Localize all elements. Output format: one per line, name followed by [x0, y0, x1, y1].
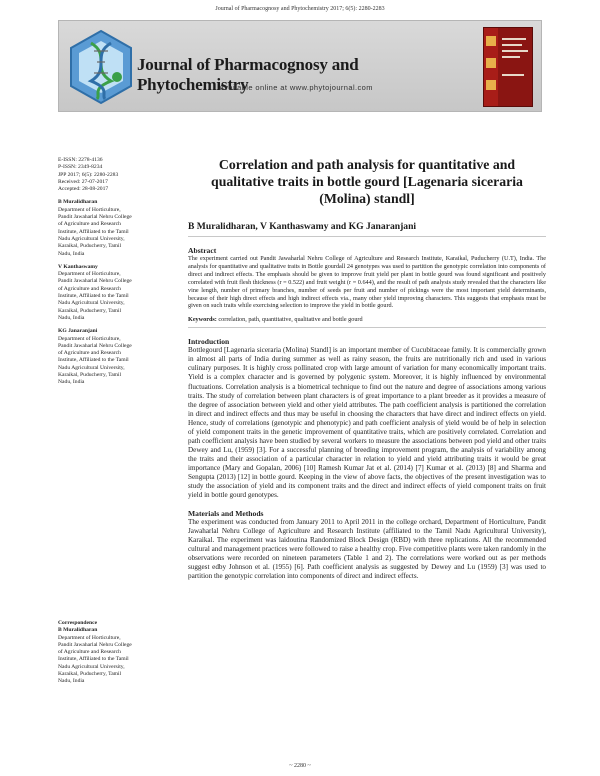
journal-banner	[58, 20, 542, 112]
affiliation-line: Nadu Agricultural University,	[58, 300, 125, 307]
publication-meta	[58, 157, 178, 193]
affiliation-line: Karaikal, Puducherry, Tamil	[58, 307, 122, 314]
divider	[188, 327, 546, 328]
methods-text: The experiment was conducted from January 2011 to April 2011 in the college orchard, Department of Horticulture, Pandit Jawaharlal Nehru College of Agriculture and Research Institute (affiliated to the Tamil Nadu Agricultural University), Karaikal. The experiment was laidoutina Randomized Block Design (RBD) with three replications. All the recommended cultural and management practices were followed to raise a healthy crop. Five competitive plants were taken randomly in the observations were recorded on nineteen parameters (Table 1 and 2). The correlations were worked out as per methods suggest edby Johnson et al. (1955) [6]. Path coefficient analysis as suggested by Dewey and Lu (1959) [3] was used to partition the genotypic correlation into components of direct and indirect effects.	[188, 518, 546, 581]
journal-url[interactable]: Available online at www.phytojournal.com	[219, 83, 373, 92]
article-sidebar	[58, 157, 178, 387]
article-main	[188, 156, 546, 581]
affiliation-line: Karaikal, Puducherry, Tamil	[58, 372, 122, 379]
affiliation-line: of Agriculture and Research	[58, 221, 121, 228]
keywords: Keywords: correlation, path, quantitative, qualitative and bottle gourd	[188, 316, 363, 324]
introduction-text: Bottlegourd [Lagenaria siceraria (Molina) Standl] is an important member of Cucubitaceae family. It is commercially grown in almost all parts of India during summer as well as rainy season, the fruits are nutritionally rich and used in various culinary purposes. It is highly cross pollinated crop with large amount of variation for many economically important traits. Yield is a complex character and is governed by polygenic system. Moreover, it is highly influenced by environmental fluctuations. Correlation analysis is a biometrical technique to find out the nature and degree of associations among various traits. The study of correlation between plant characters is of great importance to a plant breeder as it provides a measure of the degree of association between yield and other yield attributes. The path coefficient analysis is partitioned the correlation in direct and indirect effects and thus may be useful in choosing the characters that have direct and indirect effects on yield. Hence, study of correlations (genotypic and phenotypic) and path coefficient analysis of yield would be of help in selection of yield component traits in the genetic improvement of quantitative traits, which are positively correlated. Correlation and path coefficient analysis have been studied by several workers to measure the associations between pod yield and other traits Dewey and Lu, (1959) [3]. For a successful planning of breeding improvement program, the analysis of variability among the traits and their association of a particular character in relation to yield and yield attributing traits it would be great importance (Mary and Gopalan, 2006) [10] Ramesh Kumar Jat et al. (2014) [7] Kumar et al. (2013) [8] and Sharma and Sengupta (2013) [12] in bottle gourd. Keeping in the view of above facts, the objectives of the present investigation was to study the association of yield and its component traits and the direct and indirect effects of yield component traits on fruit yield in bottle gourd genotypes.	[188, 346, 546, 500]
divider	[188, 236, 546, 237]
affiliation-line: Pandit Jawaharlal Nehru College	[58, 342, 132, 349]
correspondence-block	[58, 620, 178, 686]
volume-info: JPP 2017; 6(5): 2280-2283	[58, 171, 119, 178]
correspondence-address	[58, 635, 178, 686]
affiliation-line: Nadu, India	[58, 314, 85, 321]
affiliation-line: Karaikal, Puducherry, Tamil	[58, 243, 122, 250]
affiliation-author-name: KG Janaranjani	[58, 328, 98, 335]
affiliation-line: Pandit Jawaharlal Nehru College	[58, 278, 132, 285]
correspondence-line: Nadu, India	[58, 678, 85, 685]
methods-heading: Materials and Methods	[188, 509, 264, 519]
abstract-text: The experiment carried out Pandit Jawaharlal Nehru College of Agriculture and Research Institute, Karaikal, Puducherry (U.T), India. The analysis for quantitative and qualitative traits in Bottle gourdall 24 genotypes was used to partition the genotypic correlation into components of direct and indirect effects. The emphasis should be given to improve fruit yield per plant in bottle gourd was found significant and positively correlated with fruit flesh thickness (r = 0.522) and fruit weight (r = 0.644), and the result of path analysis study revealed that the characters like vine length, number of primary branches, number of seeds per fruit and number of pickings were the most important yield determinants, because of their high direct effects and high indirect effects via., many other yield improving characters. This suggests that emphasis must be given on such traits while exercising selection to improve the yield in bottle gourd.	[188, 255, 546, 310]
affiliation-line: of Agriculture and Research	[58, 285, 121, 292]
affiliation-block	[58, 264, 178, 322]
journal-title: Journal of Pharmacognosy and Phytochemistry	[137, 55, 359, 94]
affiliation-line: Institute, Affiliated to the Tamil	[58, 228, 129, 235]
running-head: Journal of Pharmacognosy and Phytochemistry 2017; 6(5): 2280-2283	[215, 6, 385, 12]
dna-helix-logo	[67, 29, 135, 105]
affiliation-line: Nadu, India	[58, 379, 85, 386]
correspondence-label: Correspondence	[58, 620, 98, 626]
page-number: ~ 2280 ~	[289, 763, 311, 769]
p-issn: P-ISSN: 2349-8234	[58, 164, 103, 171]
accepted-date: Accepted: 28-08-2017	[58, 186, 109, 193]
correspondence-name: B Muralidharan	[58, 627, 98, 634]
correspondence-line: Institute, Affiliated to the Tamil	[58, 656, 129, 663]
affiliation-block	[58, 199, 178, 257]
journal-cover-thumbnail	[483, 27, 533, 107]
affiliation-line: Pandit Jawaharlal Nehru College	[58, 214, 132, 221]
author-list: B Muralidharan, V Kanthaswamy and KG Janaranjani	[188, 221, 417, 232]
affiliation-line: of Agriculture and Research	[58, 350, 121, 357]
affiliation-block	[58, 328, 178, 386]
article-title: Correlation and path analysis for quantitative and qualitative traits in bottle gourd [Lagenaria siceraria (Molina) standl]	[211, 157, 523, 206]
affiliation-line: Nadu Agricultural University,	[58, 364, 125, 371]
affiliation-line: Department of Horticulture,	[58, 271, 121, 278]
correspondence-line: Department of Horticulture,	[58, 634, 121, 641]
received-date: Received: 27-07-2017	[58, 178, 108, 185]
affiliation-line: Department of Horticulture,	[58, 335, 121, 342]
correspondence-line: Karaikal, Puducherry, Tamil	[58, 671, 122, 678]
affiliation-list	[58, 199, 178, 386]
affiliation-line: Nadu Agricultural University,	[58, 235, 125, 242]
affiliation-author-name: V Kanthaswamy	[58, 263, 98, 270]
affiliation-author-name: B Muralidharan	[58, 199, 98, 206]
affiliation-line: Institute, Affiliated to the Tamil	[58, 293, 129, 300]
abstract-heading: Abstract	[188, 246, 217, 255]
introduction-heading: Introduction	[188, 337, 230, 347]
affiliation-line: Department of Horticulture,	[58, 206, 121, 213]
correspondence-line: Nadu Agricultural University,	[58, 663, 125, 670]
e-issn: E-ISSN: 2278-4136	[58, 157, 103, 163]
affiliation-line: Nadu, India	[58, 250, 85, 257]
correspondence-line: of Agriculture and Research	[58, 649, 121, 656]
correspondence-line: Pandit Jawaharlal Nehru College	[58, 641, 132, 648]
affiliation-line: Institute, Affiliated to the Tamil	[58, 357, 129, 364]
